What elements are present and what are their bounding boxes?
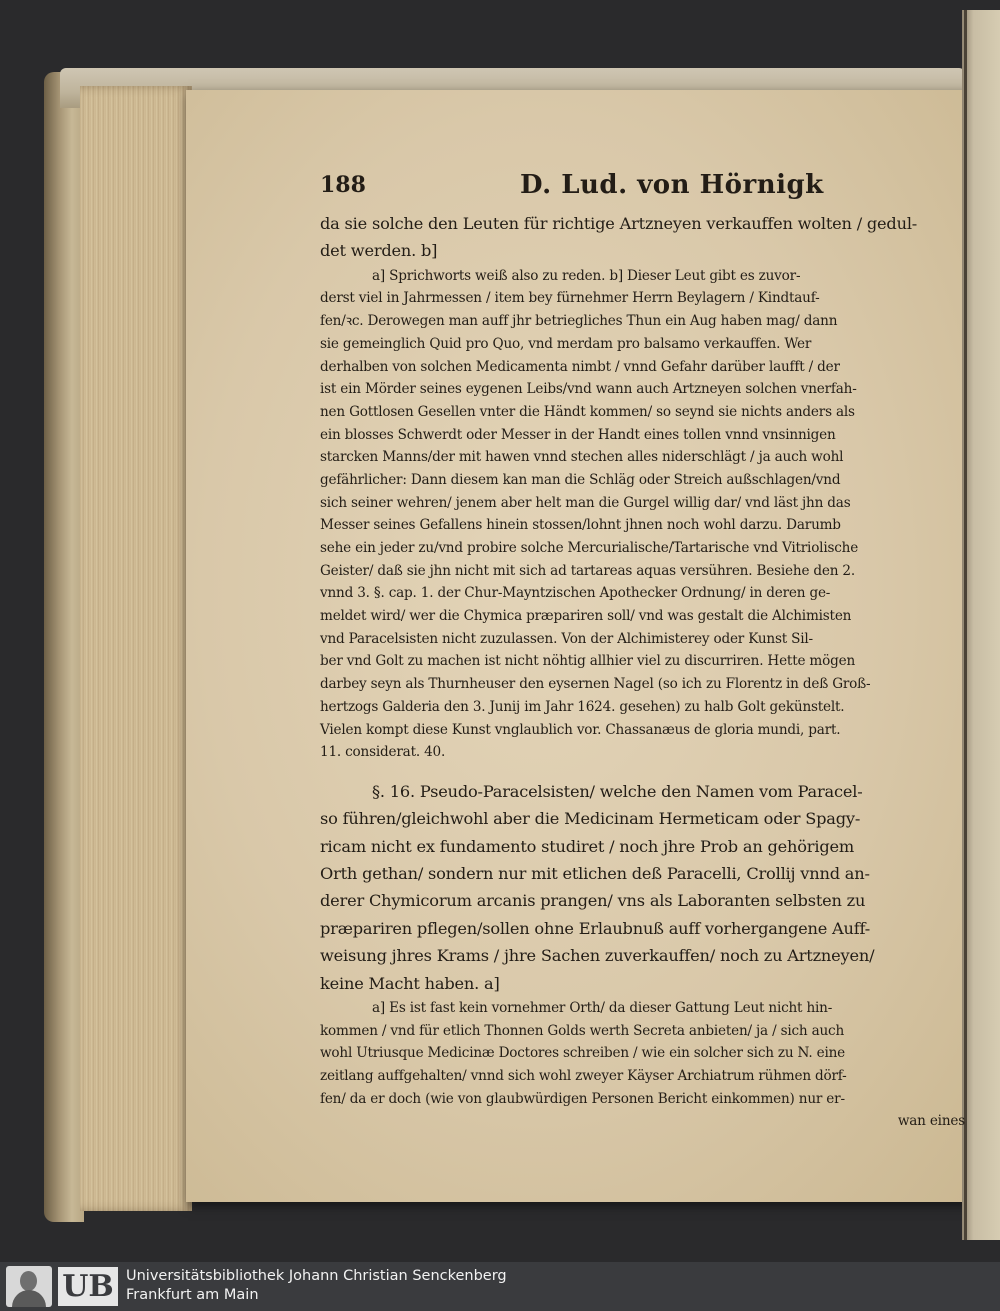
page-text — [320, 170, 965, 1133]
text-line: keine Macht haben. a] — [320, 973, 500, 993]
text-line: ist ein Mörder seines eygenen Leibs/vnd wann auch Artzneyen solchen vnerfah- — [320, 381, 857, 398]
text-line: Vielen kompt diese Kunst vnglaublich vor. Chassanæus de gloria mundi, part. — [320, 721, 841, 738]
text-line: derer Chymicorum arcanis prangen/ vns als Laboranten selbsten zu — [320, 891, 866, 911]
footnote-block — [320, 997, 965, 1133]
text-line: derst viel in Jahrmessen / item bey fürnehmer Herrn Beylagern / Kindtauf- — [320, 290, 820, 307]
text-line: derhalben von solchen Medicamenta nimbt / vnnd Gefahr darüber laufft / der — [320, 358, 840, 375]
running-head: D. Lud. von Hörnigk — [520, 170, 824, 200]
text-line: kommen / vnd für etlich Thonnen Golds werth Secreta anbieten/ ja / sich auch — [320, 1022, 845, 1039]
text-line: meldet wird/ wer die Chymica præpariren soll/ vnd was gestalt die Alchimisten — [320, 608, 852, 625]
book-spine — [44, 72, 84, 1222]
text-line: Orth gethan/ sondern nur mit etlichen deß Paracelli, Crollij vnnd an- — [320, 864, 870, 884]
text-line: so führen/gleichwohl aber die Medicinam Hermeticam oder Spagy- — [320, 809, 861, 829]
library-logo[interactable] — [6, 1266, 118, 1307]
body-paragraph-start — [320, 210, 965, 265]
text-line: da sie solche den Leuten für richtige Artzneyen verkauffen wolten / gedul- — [320, 214, 918, 233]
page-header — [320, 170, 965, 210]
text-line: præpariren pflegen/sollen ohne Erlaubnuß auff vorhergangene Auff- — [320, 918, 871, 938]
text-line: ber vnd Golt zu machen ist nicht nöhtig allhier viel zu discurriren. Hette mögen — [320, 653, 855, 670]
text-line: vnnd 3. §. cap. 1. der Chur-Mayntzischen Apothecker Ordnung/ in deren ge- — [320, 585, 831, 602]
library-name-line2: Frankfurt am Main — [126, 1287, 259, 1303]
library-footer-bar — [0, 1262, 1000, 1311]
text-line: weisung jhres Krams / jhre Sachen zuverkauffen/ noch zu Artzneyen/ — [320, 946, 875, 966]
commentary-block — [320, 265, 965, 764]
text-line: det werden. b] — [320, 241, 438, 261]
text-line: gefährlicher: Dann diesem kan man die Schläg oder Streich außschlagen/vnd — [320, 471, 841, 488]
catchword: wan eines — [897, 1113, 965, 1130]
text-line: Messer seines Gefallens hinein stossen/lohnt jhnen noch wohl darzu. Darumb — [320, 517, 841, 534]
text-line: vnd Paracelsisten nicht zuzulassen. Von der Alchimisterey oder Kunst Sil- — [320, 630, 813, 647]
text-line: sehe ein jeder zu/vnd probire solche Mercurialische/Tartarische vnd Vitriolische — [320, 540, 859, 557]
text-line: a] Sprichworts weiß also zu reden. b] Dieser Leut gibt es zuvor- — [372, 267, 801, 284]
library-name — [126, 1267, 507, 1305]
text-line: nen Gottlosen Gesellen vnter die Händt kommen/ so seynd sie nichts anders als — [320, 403, 855, 420]
text-line: darbey seyn als Thurnheuser den eysernen Nagel (so ich zu Florentz in deß Groß- — [320, 676, 871, 693]
portrait-icon — [6, 1266, 52, 1307]
text-line: hertzogs Galderia den 3. Junij im Jahr 1624. gesehen) zu halb Golt gekünstelt. — [320, 698, 845, 715]
library-name-line1: Universitätsbibliothek Johann Christian Senckenberg — [126, 1268, 507, 1284]
page-edges — [80, 86, 192, 1211]
text-line: fen/ꝛc. Derowegen man auff jhr betriegliches Thun ein Aug haben mag/ dann — [320, 313, 838, 330]
text-line: Geister/ daß sie jhn nicht mit sich ad tartareas aquas versühren. Besiehe den 2. — [320, 562, 855, 579]
text-line: §. 16. Pseudo-Paracelsisten/ welche den Namen vom Paracel- — [372, 781, 863, 801]
text-line: a] Es ist fast kein vornehmer Orth/ da dieser Gattung Leut nicht hin- — [372, 1000, 833, 1017]
text-line: fen/ da er doch (wie von glaubwürdigen Personen Bericht einkommen) nur er- — [320, 1090, 845, 1107]
ub-logo-text: UB — [58, 1267, 118, 1306]
section-16-paragraph — [320, 778, 965, 997]
facing-page-edge — [962, 10, 1000, 1240]
text-line: ein blosses Schwerdt oder Messer in der Handt eines tollen vnnd vnsinnigen — [320, 426, 836, 443]
text-line: zeitlang auffgehalten/ vnnd sich wohl zweyer Käyser Archiatrum rühmen dörf- — [320, 1068, 847, 1085]
text-line: starcken Manns/der mit hawen vnnd stechen alles niderschlägt / ja auch wohl — [320, 449, 844, 466]
text-line: ricam nicht ex fundamento studiret / noch jhre Prob an gehörigem — [320, 836, 855, 856]
text-line: sie gemeinglich Quid pro Quo, vnd merdam pro balsamo verkauffen. Wer — [320, 335, 812, 352]
page-number: 188 — [320, 172, 366, 198]
text-line: wohl Utriusque Medicinæ Doctores schreiben / wie ein solcher sich zu N. eine — [320, 1045, 845, 1062]
text-line: sich seiner wehren/ jenem aber helt man die Gurgel willig dar/ vnd läst jhn das — [320, 494, 851, 511]
text-line: 11. considerat. 40. — [320, 744, 446, 761]
